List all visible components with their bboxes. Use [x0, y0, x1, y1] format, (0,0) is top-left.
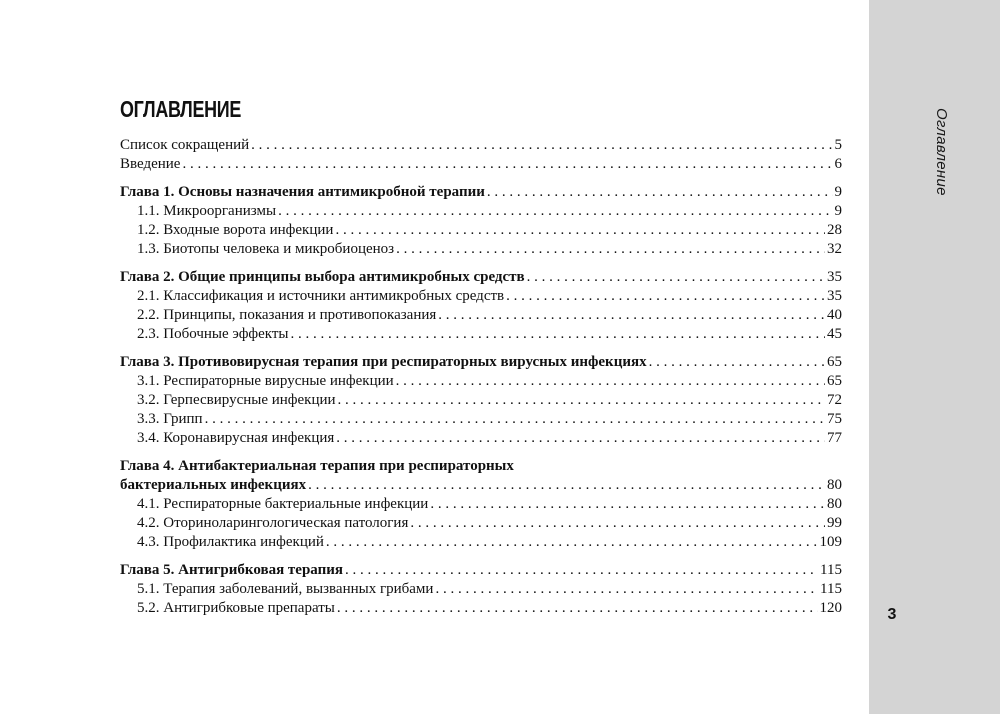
toc-section[interactable] — [120, 287, 842, 306]
toc-section-title: 3.1. Респираторные вирусные инфекции — [137, 373, 394, 389]
toc-section-title: 1.2. Входные ворота инфекции — [137, 222, 334, 238]
toc-section-title: 4.2. Оториноларингологическая патология — [137, 515, 409, 531]
toc-entry[interactable] — [120, 155, 842, 174]
toc-chapter-title: Глава 4. Антибактериальная терапия при респираторных — [120, 458, 514, 474]
toc-section[interactable] — [120, 514, 842, 533]
toc-entry-page: 75 — [827, 411, 842, 427]
toc-entry-page: 65 — [827, 373, 842, 389]
toc-entry-page: 32 — [827, 241, 842, 257]
dot-leader — [396, 240, 825, 259]
toc-entry-page: 80 — [827, 477, 842, 493]
page-title: ОГЛАВЛЕНИЕ — [120, 96, 241, 122]
toc-section-title: 3.4. Коронавирусная инфекция — [137, 430, 335, 446]
toc-entry-page: 45 — [827, 326, 842, 342]
toc-section[interactable] — [120, 391, 842, 410]
toc-section[interactable] — [120, 599, 842, 618]
dot-leader — [336, 429, 825, 448]
toc-section-title: 4.3. Профилактика инфекций — [137, 534, 324, 550]
toc-section-title: 1.1. Микроорганизмы — [137, 203, 277, 219]
toc-chapter-4-continued[interactable] — [120, 476, 842, 495]
toc-entry-page: 28 — [827, 222, 842, 238]
toc-section[interactable] — [120, 202, 842, 221]
toc-entry-title: Введение — [120, 156, 181, 172]
dot-leader — [251, 136, 832, 155]
dot-leader — [435, 580, 818, 599]
toc-entry-page: 6 — [834, 156, 842, 172]
toc-section[interactable] — [120, 372, 842, 391]
toc-chapter-title: Глава 3. Противовирусная терапия при респираторных вирусных инфекциях — [120, 354, 647, 370]
toc-section-title: 3.3. Грипп — [137, 411, 203, 427]
toc-entry-page: 120 — [819, 600, 842, 616]
dot-leader — [438, 306, 825, 325]
toc-entry-page: 40 — [827, 307, 842, 323]
toc-section[interactable] — [120, 240, 842, 259]
toc-chapter-2[interactable] — [120, 268, 842, 287]
dot-leader — [278, 202, 832, 221]
toc-section-title: 2.3. Побочные эффекты — [137, 326, 289, 342]
dot-leader — [430, 495, 825, 514]
toc-chapter-title-line2: бактериальных инфекциях — [120, 477, 307, 493]
toc-section-title: 2.2. Принципы, показания и противопоказания — [137, 307, 437, 323]
toc-section[interactable] — [120, 306, 842, 325]
dot-leader — [326, 533, 818, 552]
toc-entry-page: 65 — [827, 354, 842, 370]
toc-entry-page: 115 — [820, 562, 842, 578]
dot-leader — [308, 476, 825, 495]
toc-entry-page: 99 — [827, 515, 842, 531]
dot-leader — [182, 155, 832, 174]
toc-entry-page: 35 — [827, 269, 842, 285]
toc-entry-page: 109 — [819, 534, 842, 550]
dot-leader — [335, 221, 825, 240]
side-section-title: Оглавление — [933, 108, 950, 196]
toc-chapter-title: Глава 5. Антигрибковая терапия — [120, 562, 344, 578]
toc-section[interactable] — [120, 325, 842, 344]
toc-entry-title: Список сокращений — [120, 137, 250, 153]
toc-chapter-title: Глава 1. Основы назначения антимикробной терапии — [120, 184, 485, 200]
toc-entry-page: 80 — [827, 496, 842, 512]
toc-chapter-title: Глава 2. Общие принципы выбора антимикробных средств — [120, 269, 525, 285]
toc-entry-page: 5 — [834, 137, 842, 153]
toc-chapter-1[interactable] — [120, 183, 842, 202]
toc-chapter-3[interactable] — [120, 353, 842, 372]
toc-section[interactable] — [120, 533, 842, 552]
toc-section-title: 1.3. Биотопы человека и микробиоценоз — [137, 241, 395, 257]
toc-section[interactable] — [120, 429, 842, 448]
dot-leader — [345, 561, 818, 580]
dot-leader — [410, 514, 825, 533]
toc-chapter-5[interactable] — [120, 561, 842, 580]
toc-entry-page: 9 — [834, 203, 842, 219]
dot-leader — [487, 183, 833, 202]
toc-section[interactable] — [120, 410, 842, 429]
toc-section-title: 5.2. Антигрибковые препараты — [137, 600, 335, 616]
dot-leader — [338, 391, 825, 410]
toc-entry-page: 9 — [834, 184, 842, 200]
toc-section-title: 5.1. Терапия заболеваний, вызванных грибами — [137, 581, 434, 597]
toc-section-title: 2.1. Классификация и источники антимикробных средств — [137, 288, 505, 304]
toc-entry-page: 35 — [827, 288, 842, 304]
dot-leader — [290, 325, 825, 344]
toc-chapter-4[interactable] — [120, 457, 842, 476]
toc-entry[interactable] — [120, 136, 842, 155]
toc-section[interactable] — [120, 221, 842, 240]
page-number: 3 — [887, 606, 897, 623]
table-of-contents — [120, 136, 842, 618]
dot-leader — [337, 599, 818, 618]
dot-leader — [506, 287, 825, 306]
dot-leader — [649, 353, 825, 372]
dot-leader — [205, 410, 825, 429]
toc-entry-page: 77 — [827, 430, 842, 446]
toc-entry-page: 115 — [820, 581, 842, 597]
toc-section-title: 3.2. Герпесвирусные инфекции — [137, 392, 336, 408]
toc-section[interactable] — [120, 580, 842, 599]
toc-section-title: 4.1. Респираторные бактериальные инфекции — [137, 496, 429, 512]
toc-entry-page: 72 — [827, 392, 842, 408]
dot-leader — [527, 268, 825, 287]
toc-section[interactable] — [120, 495, 842, 514]
dot-leader — [396, 372, 825, 391]
